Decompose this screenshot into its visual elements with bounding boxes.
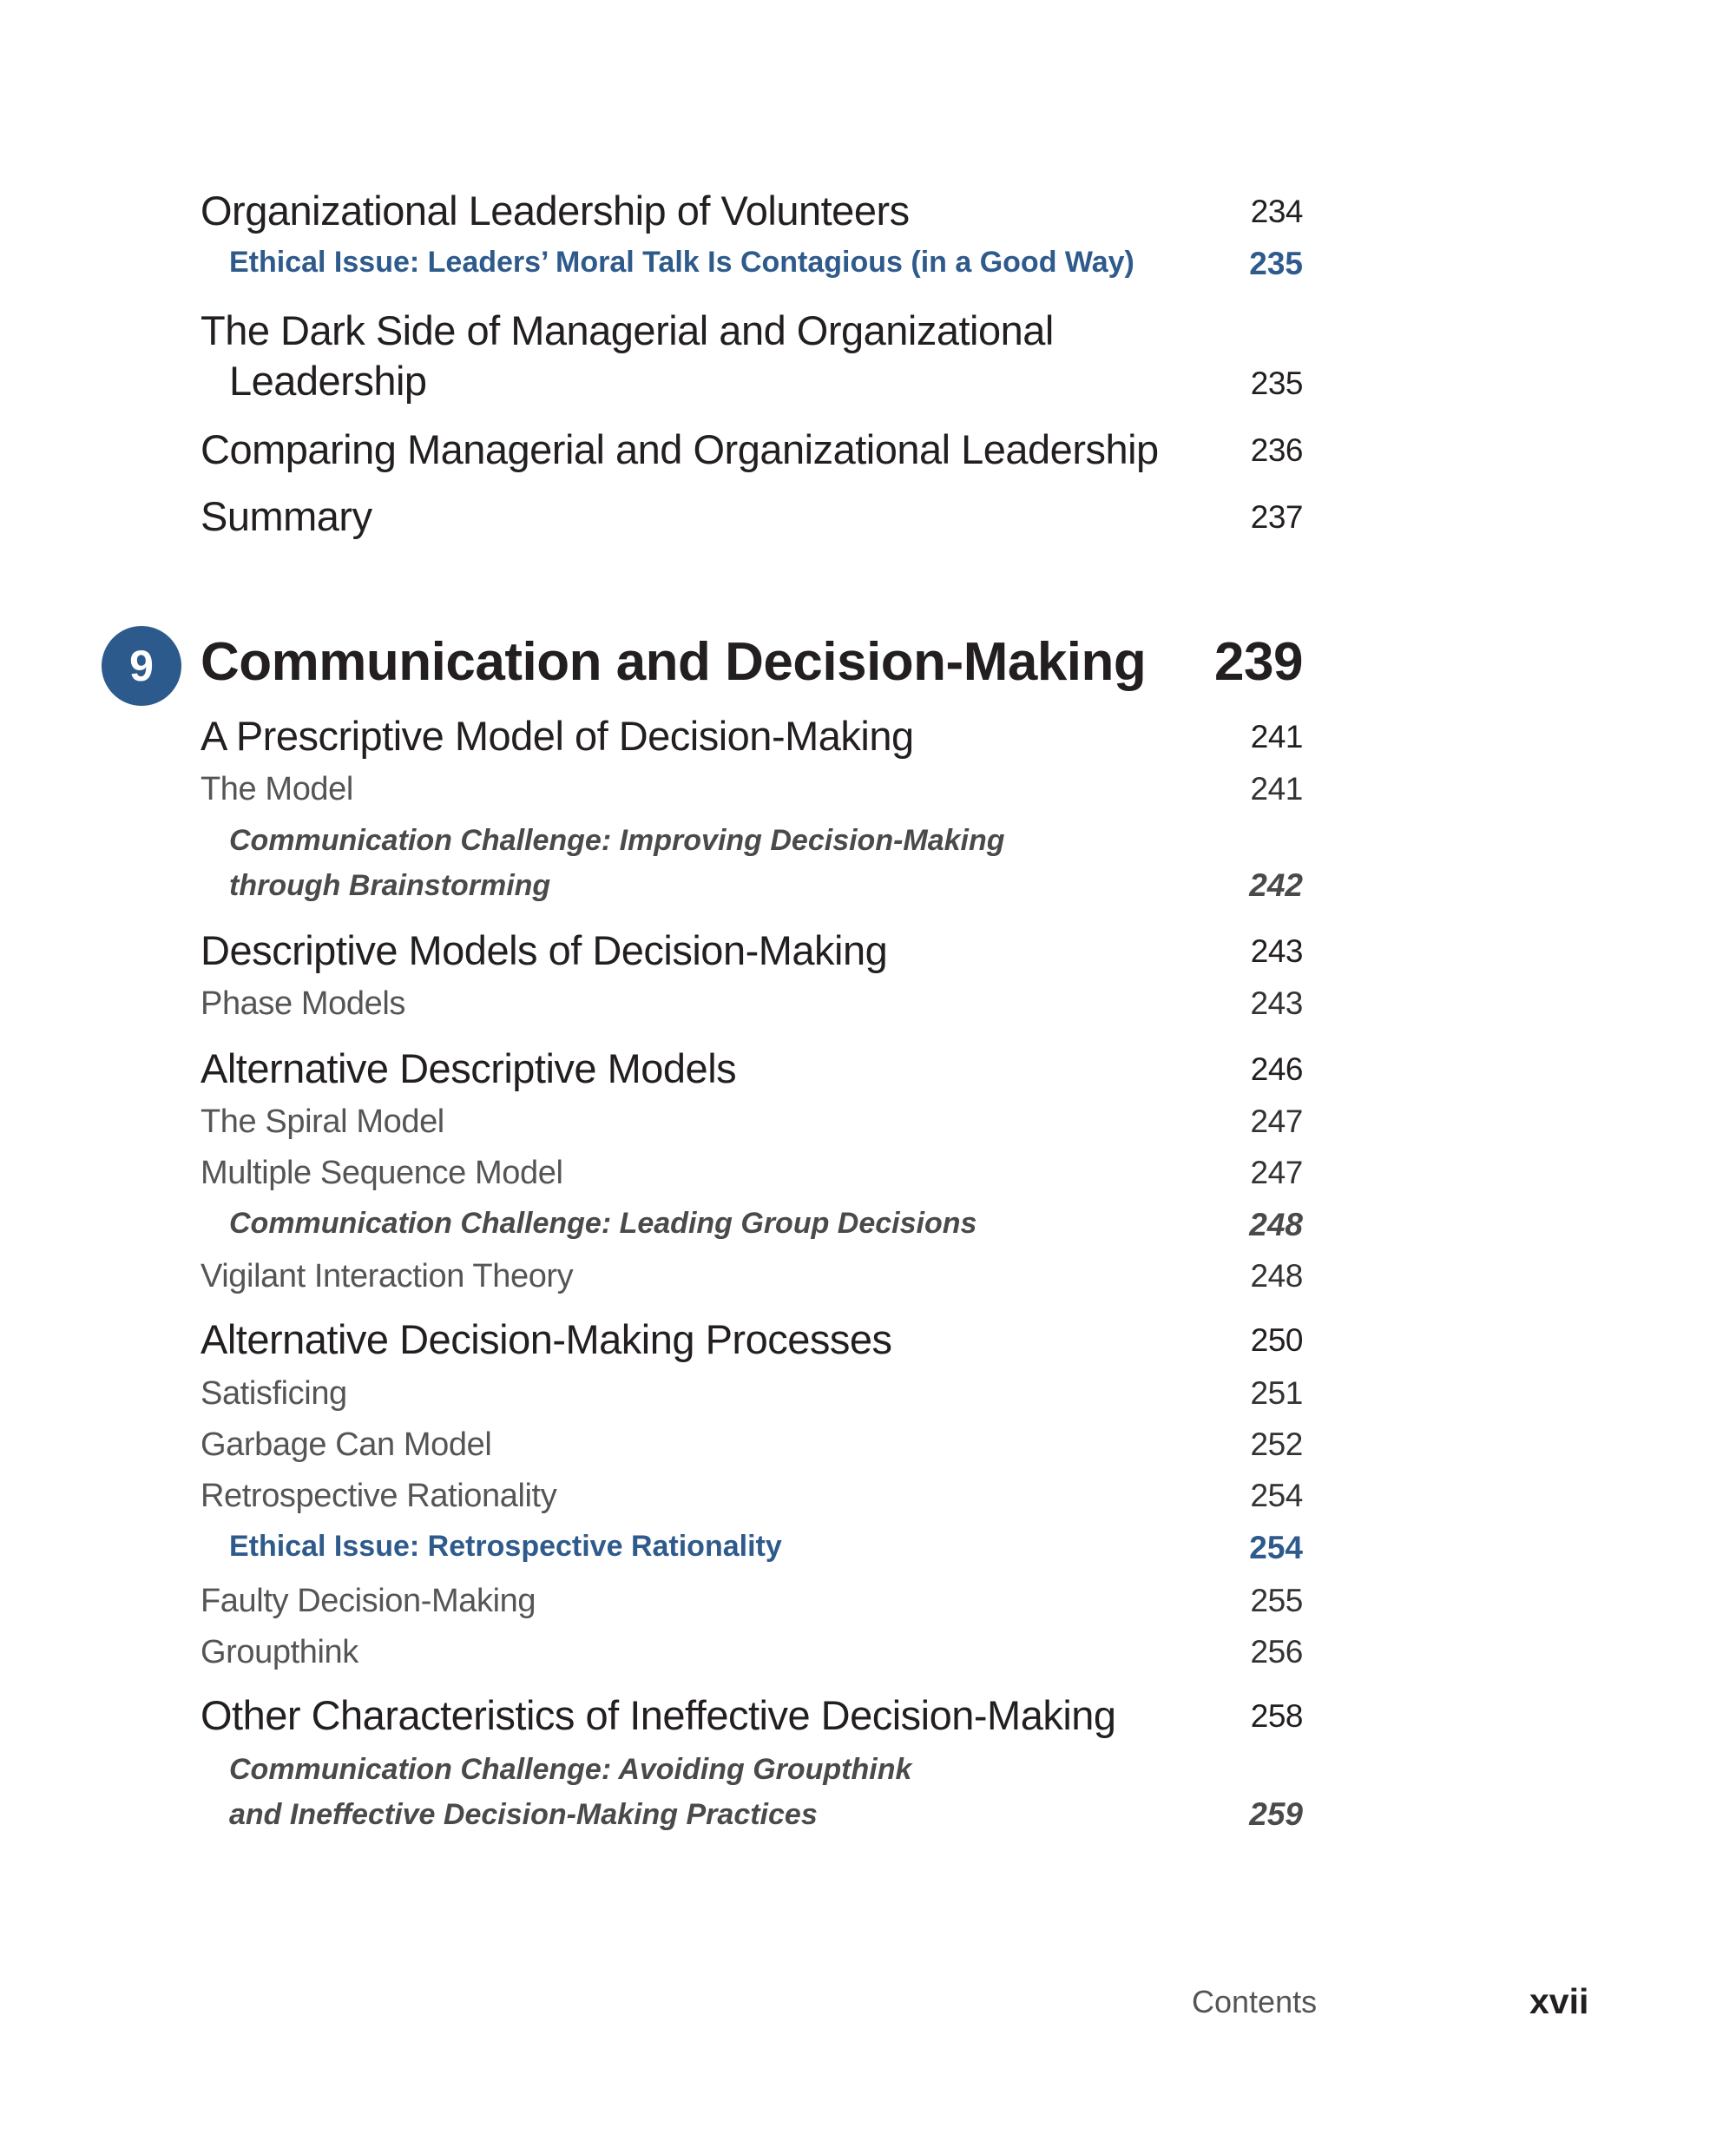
toc-entry-page: 236	[1250, 432, 1303, 468]
toc-entry[interactable]	[201, 492, 1303, 544]
toc-entry-title: Other Characteristics of Ineffective Decision-Making	[201, 1692, 1116, 1738]
toc-entry-page: 237	[1250, 499, 1303, 535]
toc-entry-page: 241	[1250, 719, 1303, 754]
toc-entry[interactable]	[201, 1044, 1303, 1097]
toc-subentry[interactable]	[201, 1155, 1303, 1198]
toc-entry-title: Communication Challenge: Avoiding Groupthink	[229, 1753, 912, 1786]
toc-entry-page: 247	[1250, 1103, 1303, 1139]
toc-entry-title-continued: and Ineffective Decision-Making Practices	[229, 1798, 818, 1831]
toc-entry-title: Phase Models	[201, 985, 406, 1022]
toc-entry-title: Vigilant Interaction Theory	[201, 1258, 574, 1294]
chapter-page: 239	[1214, 632, 1303, 692]
toc-entry-title: Organizational Leadership of Volunteers	[201, 188, 910, 234]
toc-entry-page: 248	[1250, 1258, 1303, 1294]
toc-entry-title: The Dark Side of Managerial and Organizational	[201, 307, 1054, 353]
toc-entry-title: The Model	[201, 771, 353, 807]
page-number: xvii	[1529, 1981, 1589, 2021]
toc-subentry[interactable]	[201, 1583, 1303, 1626]
toc-entry-title: Garbage Can Model	[201, 1426, 492, 1463]
toc-entry-title-continued: Leadership	[229, 358, 427, 404]
toc-communication-challenge[interactable]	[201, 1753, 1303, 1840]
toc-subentry[interactable]	[201, 1478, 1303, 1521]
toc-subentry[interactable]	[201, 1103, 1303, 1147]
toc-entry-page: 251	[1250, 1375, 1303, 1411]
toc-entry-page: 243	[1250, 933, 1303, 969]
toc-entry[interactable]	[201, 306, 1303, 411]
toc-ethical-issue[interactable]	[201, 246, 1303, 289]
toc-subentry[interactable]	[201, 1634, 1303, 1677]
toc-entry-page: 235	[1250, 366, 1303, 401]
toc-communication-challenge[interactable]	[201, 824, 1303, 911]
toc-entry-title: Alternative Decision-Making Processes	[201, 1316, 892, 1362]
toc-entry-page: 252	[1250, 1426, 1303, 1462]
toc-entry-title-continued: through Brainstorming	[229, 869, 551, 902]
toc-entry-page: 242	[1249, 867, 1303, 903]
toc-entry[interactable]	[201, 712, 1303, 764]
toc-subentry[interactable]	[201, 1258, 1303, 1301]
toc-subentry[interactable]	[201, 985, 1303, 1029]
toc-subentry[interactable]	[201, 771, 1303, 814]
toc-entry-page: 258	[1250, 1698, 1303, 1734]
toc-entry-page: 235	[1249, 246, 1303, 281]
toc-entry-title: Descriptive Models of Decision-Making	[201, 927, 888, 973]
toc-entry-title: Alternative Descriptive Models	[201, 1045, 737, 1091]
toc-entry-title: Communication Challenge: Improving Decision-Making	[229, 824, 1005, 857]
toc-entry-page: 234	[1250, 194, 1303, 229]
toc-entry-title: Comparing Managerial and Organizational Leadership	[201, 426, 1159, 472]
toc-entry-title: Faulty Decision-Making	[201, 1583, 536, 1619]
toc-entry[interactable]	[201, 425, 1303, 478]
chapter-title: Communication and Decision-Making	[201, 632, 1147, 692]
toc-entry-page: 246	[1250, 1051, 1303, 1087]
toc-subentry[interactable]	[201, 1375, 1303, 1419]
toc-entry-page: 247	[1250, 1155, 1303, 1190]
toc-entry[interactable]	[201, 926, 1303, 978]
toc-entry-title: Retrospective Rationality	[201, 1478, 557, 1514]
toc-entry-page: 254	[1249, 1530, 1303, 1565]
toc-entry-page: 254	[1250, 1478, 1303, 1513]
toc-entry-title: Ethical Issue: Retrospective Rationality	[229, 1530, 782, 1563]
toc-entry-page: 243	[1250, 985, 1303, 1021]
toc-subentry[interactable]	[201, 1426, 1303, 1470]
toc-entry-page: 255	[1250, 1583, 1303, 1618]
toc-entry-title: A Prescriptive Model of Decision-Making	[201, 713, 914, 759]
toc-entry-page: 259	[1249, 1796, 1303, 1832]
toc-entry-page: 241	[1250, 771, 1303, 807]
toc-entry[interactable]	[201, 1315, 1303, 1367]
toc-entry-page: 256	[1250, 1634, 1303, 1670]
toc-entry-title: Ethical Issue: Leaders’ Moral Talk Is Contagious (in a Good Way)	[229, 246, 1134, 279]
toc-entry-title: Multiple Sequence Model	[201, 1155, 563, 1191]
toc-entry-title: Communication Challenge: Leading Group Decisions	[229, 1207, 977, 1240]
chapter-heading[interactable]	[201, 631, 1303, 701]
toc-ethical-issue[interactable]	[201, 1530, 1303, 1573]
toc-entry-title: The Spiral Model	[201, 1103, 444, 1140]
toc-entry-page: 248	[1249, 1207, 1303, 1242]
toc-entry-title: Satisficing	[201, 1375, 347, 1412]
toc-communication-challenge[interactable]	[201, 1207, 1303, 1250]
toc-entry[interactable]	[201, 187, 1303, 239]
toc-entry-page: 250	[1250, 1322, 1303, 1358]
toc-entry-title: Groupthink	[201, 1634, 358, 1670]
toc-entry[interactable]	[201, 1691, 1303, 1743]
chapter-number-badge: 9	[102, 626, 181, 706]
running-footer-label: Contents	[1192, 1984, 1318, 2019]
toc-entry-title: Summary	[201, 493, 372, 539]
